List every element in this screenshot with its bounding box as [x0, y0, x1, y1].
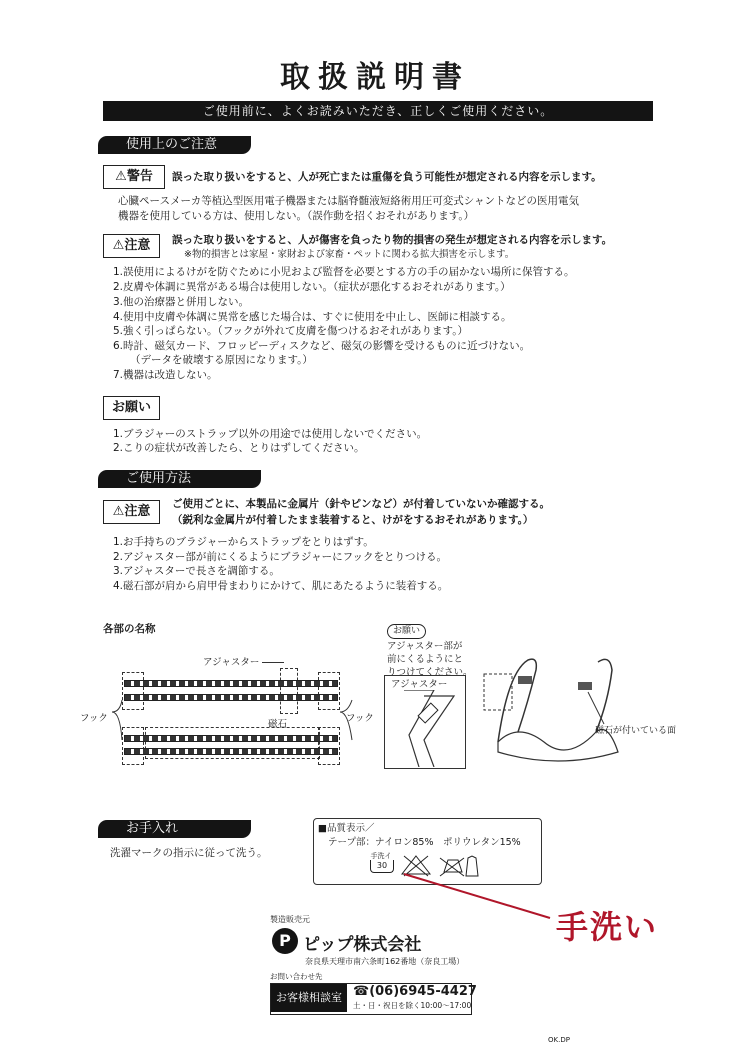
caution-item-6: 6.時計、磁気カード、フロッピーディスクなど、磁気の影響を受けるものに近づけない。: [113, 340, 531, 352]
request-note-1: アジャスター部が: [387, 641, 463, 652]
caution-item-4: 4.使用中皮膚や体調に異常を感じた場合は、すぐに使用を中止し、医師に相談する。: [113, 311, 512, 323]
usage-step-1: 1.お手持ちのブラジャーからストラップをとりはずす。: [113, 536, 374, 548]
adjuster-detail-drawing: [384, 690, 464, 767]
care-text: 洗濯マークの指示に従って洗う。: [110, 847, 268, 859]
caution-badge: [103, 234, 160, 258]
caution-item-6-note: （データを破壊する原因になります。）: [130, 354, 313, 366]
adjuster-label: アジャスター: [203, 657, 260, 668]
request-item-1: 1.ブラジャーのストラップ以外の用途では使用しないでください。: [113, 428, 428, 440]
usage-caution-text-2: （鋭利な金属片が付着したまま装着すると、けがをするおそれがあります。）: [172, 514, 534, 526]
footer-code: OK.DP: [548, 1036, 570, 1044]
request-note-2: 前にくるようにと: [387, 654, 464, 665]
request-tag: お願い: [387, 624, 426, 639]
adjuster-detail-label: アジャスター: [391, 679, 448, 690]
hook-brackets: [100, 690, 390, 750]
bra-drawing: [478, 652, 638, 762]
caution-note: ※物的損害とは家屋・家財および家畜・ペットに関わる拡大損害を示します。: [184, 249, 515, 260]
contact-phone: ☎(06)6945-4427: [353, 984, 477, 999]
request-badge: お願い: [103, 396, 160, 420]
warning-detail-1: 心臓ペースメーカ等植込型医用電子機器または脳脊髄液短絡術用圧可変式シャントなどの医用電気: [118, 195, 580, 207]
quality-text: テープ部：ナイロン85% ポリウレタン15%: [328, 837, 521, 848]
maker-label: 製造販売元: [270, 915, 310, 924]
contact-label: お問い合わせ先: [270, 972, 323, 981]
intro-banner: ご使用前に、よくお読みいただき、正しくご使用ください。: [103, 101, 653, 121]
caution-text: 誤った取り扱いをすると、人が傷害を負ったり物的損害の発生が想定される内容を示します。: [172, 234, 613, 246]
parts-heading: 各部の名称: [103, 623, 156, 635]
magnet-label: 磁石: [268, 719, 288, 730]
request-note-3: りつけてください。: [387, 667, 473, 678]
caution-triangle-icon: ⚠: [112, 238, 125, 253]
usage-caution-badge: [103, 500, 160, 524]
warning-detail-2: 機器を使用している方は、使用しない。（誤作動を招くおそれがあります。）: [118, 210, 475, 222]
usage-step-2: 2.アジャスター部が前にくるようにブラジャーにフックをとりつける。: [113, 551, 447, 563]
contact-hours: 土・日・祝日を除く10:00〜17:00: [353, 1001, 472, 1010]
annotation-arrow: [400, 870, 560, 930]
maker-address: 奈良県天理市南六条町162番地（奈良工場）: [305, 957, 465, 966]
usage-step-4: 4.磁石部が肩から肩甲骨まわりにかけて、肌にあたるように装着する。: [113, 580, 449, 592]
warning-label: 警告: [126, 169, 153, 184]
caution-item-5: 5.強く引っぱらない。（フックが外れて皮膚を傷つけるおそれがあります。）: [113, 325, 468, 337]
handwash-annotation: 手洗い: [556, 908, 659, 946]
caution-label: 注意: [124, 238, 151, 253]
consult-label: お客様相談室: [271, 984, 347, 1012]
maker-logo: P: [272, 928, 298, 954]
caution-item-7: 7.機器は改造しない。: [113, 369, 218, 381]
usage-step-3: 3.アジャスターで長さを調節する。: [113, 565, 280, 577]
document-title: 取扱説明書: [280, 60, 470, 95]
warning-badge: [103, 165, 165, 189]
caution-item-1: 1.誤使用によるけがを防ぐために小児および監督を必要とする方の手の届かない場所に保管する。: [113, 266, 575, 278]
adjuster-leader: [262, 662, 284, 663]
precautions-heading: 使用上のご注意: [98, 136, 251, 154]
caution-item-2: 2.皮膚や体調に異常がある場合は使用しない。（症状が悪化するおそれがあります。）: [113, 281, 511, 293]
maker-name: ピップ株式会社: [303, 935, 422, 955]
strap-top-1: [124, 680, 338, 687]
hook-label-right: フック: [346, 713, 374, 724]
hook-label-left: フック: [80, 713, 108, 724]
magnet-side-label: 磁石が付いている面: [595, 726, 677, 736]
request-item-2: 2.こりの症状が改善したら、とりはずしてください。: [113, 442, 365, 454]
usage-caution-triangle-icon: ⚠: [112, 504, 125, 519]
quality-title: ■品質表示／: [318, 823, 375, 834]
usage-heading: ご使用方法: [98, 470, 261, 488]
handwash-icon: 手洗イ 30: [370, 852, 394, 873]
usage-caution-label: 注意: [124, 504, 151, 519]
warning-triangle-icon: ⚠: [115, 169, 127, 184]
usage-caution-text-1: ご使用ごとに、本製品に金属片（針やピンなど）が付着していないか確認する。: [172, 498, 550, 510]
caution-item-3: 3.他の治療器と併用しない。: [113, 296, 250, 308]
warning-text: 誤った取り扱いをすると、人が死亡または重傷を負う可能性が想定される内容を示します。: [172, 171, 602, 183]
care-heading: お手入れ: [98, 820, 251, 838]
